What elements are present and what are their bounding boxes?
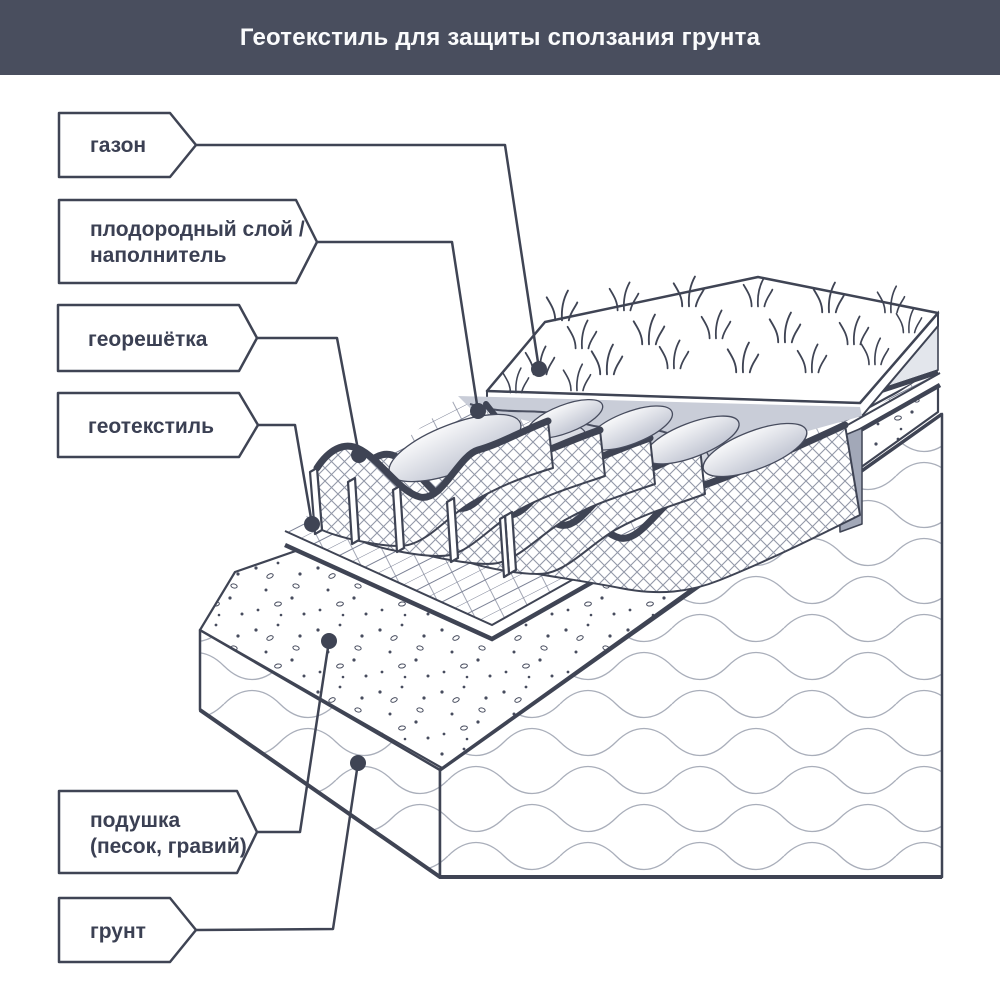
page-title: Геотекстиль для защиты сползания грунта	[239, 23, 761, 51]
header-bar	[0, 0, 1000, 75]
callout-lawn	[59, 113, 196, 177]
callout-geogrid	[58, 305, 257, 371]
callout-lawn-label: газон	[90, 134, 147, 157]
callouts	[58, 113, 317, 962]
lawn-plate	[487, 277, 938, 416]
callout-cushion-label-line2: (песок, гравий)	[90, 835, 247, 858]
callout-cushion	[59, 791, 257, 873]
callout-geotextile-label: геотекстиль	[88, 415, 215, 438]
callout-fertile	[59, 200, 317, 283]
callout-soil-label: грунт	[90, 920, 146, 943]
callout-cushion-label-line1: подушка	[90, 809, 181, 832]
callout-soil	[59, 898, 196, 962]
callout-geotextile	[58, 393, 258, 457]
leader-geogrid	[257, 338, 359, 455]
callout-fertile-label-line2: наполнитель	[90, 244, 227, 267]
leader-geotextile	[258, 425, 312, 524]
callout-geogrid-label: георешётка	[88, 328, 208, 351]
callout-fertile-label-line1: плодородный слой /	[90, 218, 305, 241]
leader-fertile	[317, 242, 478, 411]
